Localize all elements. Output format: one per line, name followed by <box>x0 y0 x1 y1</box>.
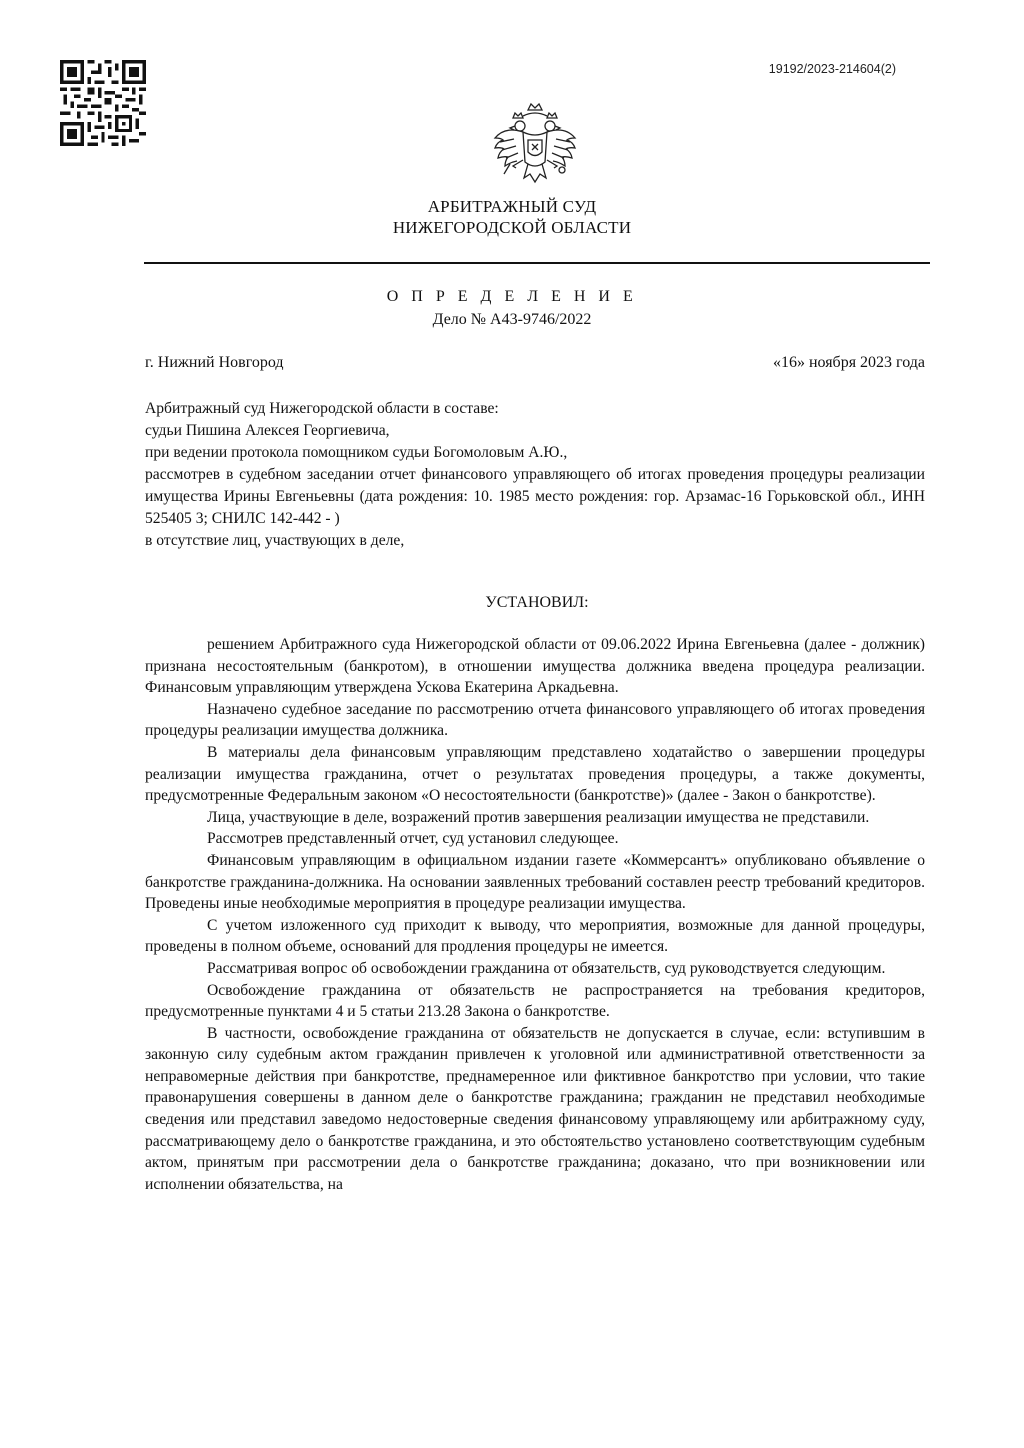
court-name-line-1: АРБИТРАЖНЫЙ СУД <box>427 197 597 216</box>
paragraph: Освобождение гражданина от обязательств не распространяется на требования кредиторов, предусмотренные пунктами 4 и 5 статьи 213.28 Закона о банкротстве. <box>145 981 925 1021</box>
document-number: 19192/2023-214604(2) <box>768 62 896 76</box>
paragraph: Рассматривая вопрос об освобождении гражданина от обязательств, суд руководствуется следующим. <box>207 959 886 977</box>
composition-subject <box>145 464 925 530</box>
text-fragment: ) <box>334 510 340 527</box>
coat-of-arms-icon <box>490 94 580 192</box>
paragraph <box>145 634 925 699</box>
paragraph: Лица, участвующие в деле, возражений против завершения реализации имущества не представили. <box>207 808 870 826</box>
composition-line: судьи Пишина Алексея Георгиевича, <box>145 422 390 439</box>
header-divider <box>144 262 930 264</box>
text-fragment: рассмотрев в судебном заседании отчет финансового управляющего об итогах проведения процедуры реализации имущества <box>145 466 925 505</box>
paragraph: Назначено судебное заседание по рассмотрению отчета финансового управляющего об итогах проведения процедуры реализации имущества должника. <box>145 700 925 740</box>
qr-code-icon <box>60 60 146 146</box>
text-fragment: 3; СНИЛС 142-442 <box>195 510 322 527</box>
paragraph: Финансовым управляющим в официальном издании газете «Коммерсантъ» опубликовано объявление о банкротстве гражданина-должника. На основании заявленных требований составлен реестр требований кредиторов. Проведены иные необходимые мероприятия в процедуре реализации имущества. <box>145 851 925 913</box>
place-of-issue: г. Нижний Новгород <box>145 354 284 371</box>
text-fragment: Ирины Евгеньевны (дата рождения: 10. <box>223 488 493 505</box>
composition-line: при ведении протокола помощником судьи Богомоловым А.Ю., <box>145 444 568 461</box>
paragraph: С учетом изложенного суд приходит к выводу, что мероприятия, возможные для данной процедуры, проведены в полном объеме, оснований для продления процедуры не имеется. <box>145 916 925 956</box>
court-composition <box>145 398 925 552</box>
case-number: Дело № А43-9746/2022 <box>432 311 592 328</box>
decision-body <box>145 634 925 1195</box>
paragraph: Рассмотрев представленный отчет, суд установил следующее. <box>207 830 619 848</box>
text-fragment: 1985 место рождения: гор. Арзамас-16 Горьковской обл., ИНН 525405 <box>145 488 925 527</box>
composition-line: в отсутствие лиц, участвующих в деле, <box>145 532 405 549</box>
text-fragment: решением Арбитражного суда Нижегородской области от 09.06.2022 <box>207 636 672 653</box>
text-fragment: - <box>325 510 331 527</box>
established-heading: УСТАНОВИЛ: <box>485 594 589 611</box>
decision-title: О П Р Е Д Е Л Е Н И Е <box>386 288 638 305</box>
paragraph: В материалы дела финансовым управляющим представлено ходатайство о завершении процедуры реализации имущества гражданина, отчет о результатах проведения процедуры, а также документы, предусмотренные Федеральным законом «О несостоятельности (банкротстве)» (далее - Закон о банкротстве). <box>145 743 925 805</box>
date-of-issue: «16» ноября 2023 года <box>772 354 925 371</box>
court-name <box>0 196 1024 238</box>
court-name-line-2: НИЖЕГОРОДСКОЙ ОБЛАСТИ <box>392 218 632 237</box>
text-fragment: Ирина Евгеньевна (далее - должник) признана несостоятельным (банкротом), в отношении имущества должника введена процедура реализации. Финансовым управляющим утверждена Ускова Екатерина Аркадьевна. <box>145 636 925 697</box>
composition-line: Арбитражный суд Нижегородской области в составе: <box>145 400 499 417</box>
paragraph: В частности, освобождение гражданина от обязательств не допускается в случае, если: вступившим в законную силу судебным актом гражданин привлечен к уголовной или административной ответственности за неправомерные действия при банкротстве, преднамеренное или фиктивное банкротство при условии, что такие правонарушения совершены в данном деле о банкротстве гражданина; гражданин не представил необходимые сведения или представил заведомо недостоверные сведения финансовому управляющему или арбитражному суду, рассматривающему дело о банкротстве гражданина, и это обстоятельство установлено соответствующим судебным актом, принятым при рассмотрении дела о банкротстве гражданина; доказано, что при возникновении или исполнении обязательства, на <box>145 1024 925 1193</box>
